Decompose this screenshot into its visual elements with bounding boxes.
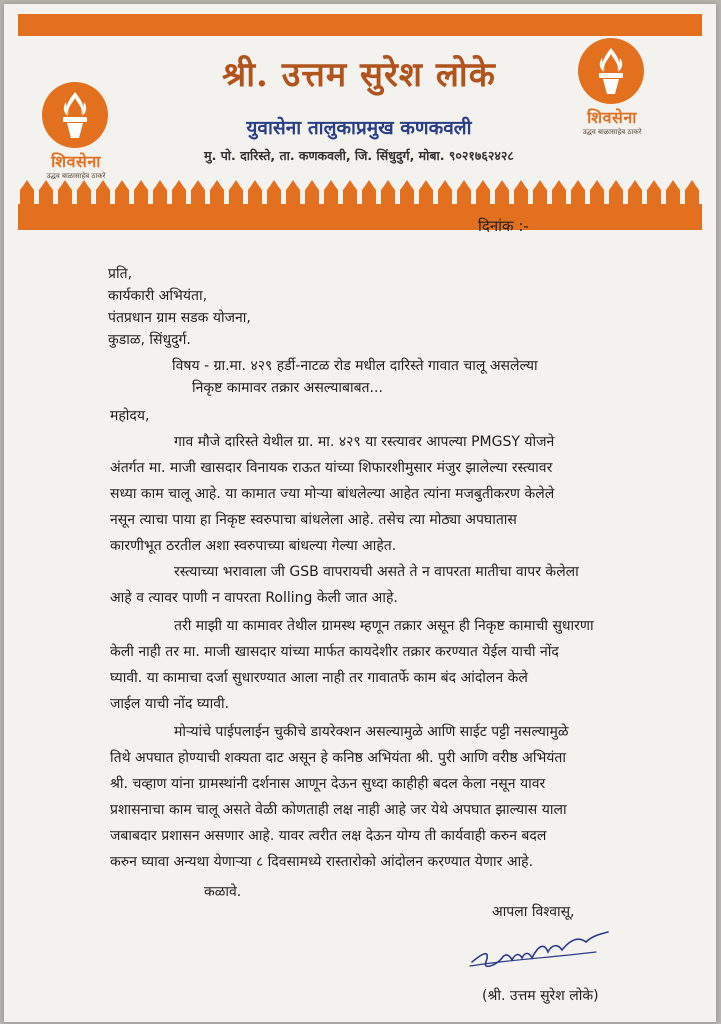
fort-merlon	[457, 180, 471, 206]
fort-merlon	[571, 180, 585, 206]
fort-merlon	[191, 180, 205, 206]
fort-merlon	[609, 180, 623, 206]
paragraph-line: नसून त्याचा पाया हा निकृष्ट स्वरुपाचा बांधलेला आहे. तसेच त्या मोठ्या अपघातास	[110, 512, 517, 528]
fort-merlon	[39, 180, 53, 206]
recipient-line: पंतप्रधान ग्राम सडक योजना,	[108, 310, 251, 326]
paragraph-line: अंतर्गत मा. माजी खासदार विनायक राऊत यांच्या शिफारशीमुसार मंजुर झालेल्या रस्त्यावर	[110, 460, 553, 476]
fort-merlon	[628, 180, 642, 206]
fort-merlon	[20, 180, 34, 206]
fort-merlon	[647, 180, 661, 206]
shivsena-logo-right	[572, 38, 652, 168]
paragraph-line: करुन घ्यावा अन्यथा येणाऱ्या ८ दिवसामध्ये रास्तारोको आंदोलन करण्यात येणार आहे.	[110, 854, 534, 870]
fort-merlon	[77, 180, 91, 206]
paragraph-line: गाव मौजे दारिस्ते येथील ग्रा. मा. ४२९ या रस्त्यावर आपल्या PMGSY योजने	[174, 434, 555, 450]
fort-merlon	[590, 180, 604, 206]
torch-icon	[578, 38, 644, 104]
paragraph-line: मोऱ्यांचे पाईपलाईन चुकीचे डायरेक्शन असल्यामुळे आणि साईट पट्टी नसल्यामुळे	[174, 724, 569, 740]
recipient-line: कार्यकारी अभियंता,	[108, 288, 208, 304]
fort-border-decoration	[18, 176, 702, 230]
fort-merlon	[58, 180, 72, 206]
yours-faithfully: आपला विश्वासू,	[492, 904, 575, 920]
logo-brand: शिवसेना	[587, 108, 637, 127]
fort-merlon	[438, 180, 452, 206]
fort-merlon	[248, 180, 262, 206]
logo-brand: शिवसेना	[51, 152, 101, 171]
paragraph-line: सध्या काम चालू आहे. या कामात ज्या मोऱ्या बांधलेल्या आहेत त्यांना मजबुतीकरण केलेले	[110, 486, 555, 502]
signatory-name: (श्री. उत्तम सुरेश लोके)	[482, 988, 599, 1004]
letter-page	[4, 4, 716, 1022]
subject-line: निकृष्ट कामावर तक्रार असल्याबाबत...	[192, 380, 383, 396]
paragraph-line: रस्त्याच्या भरावाला जी GSB वापरायची असते ते न वापरता मातीचा वापर केलेला	[174, 564, 579, 580]
fort-merlon	[267, 180, 281, 206]
fort-merlon	[115, 180, 129, 206]
paragraph-line: आहे व त्यावर पाणी न वापरता Rolling केली जात आहे.	[110, 590, 398, 606]
fort-merlon	[400, 180, 414, 206]
paragraph-line: घ्यावी. या कामाचा दर्जा सुधारण्यात आला नाही तर गावातर्फे काम बंद आंदोलन केले	[110, 670, 528, 686]
fort-merlon	[210, 180, 224, 206]
fort-merlon	[172, 180, 186, 206]
fort-merlon	[476, 180, 490, 206]
paragraph-line: जबाबदार प्रशासन असणार आहे. यावर त्वरीत लक्ष देऊन योग्य ती कार्यवाही करुन बदल	[110, 828, 547, 844]
letterhead-top-bar	[18, 14, 702, 36]
closing: कळावे.	[204, 884, 242, 900]
fort-merlon	[96, 180, 110, 206]
paragraph-line: प्रशासनाचा काम चालू असते वेळी कोणताही लक्ष नाही आहे जर येथे अपघात झाल्यास याला	[110, 802, 567, 818]
letterhead-address: मु. पो. दारिस्ते, ता. कणकवली, जि. सिंधुदुर्ग, मोबा. ९०२१७६२४२८	[204, 148, 514, 163]
fort-merlon	[362, 180, 376, 206]
fort-merlon	[286, 180, 300, 206]
fort-merlon	[229, 180, 243, 206]
fort-merlon	[381, 180, 395, 206]
fort-merlon	[324, 180, 338, 206]
letterhead-post: युवासेना तालुकाप्रमुख कणकवली	[246, 117, 472, 139]
fort-merlon	[685, 180, 699, 206]
logo-tagline: उद्धव बाळासाहेब ठाकरे	[582, 128, 642, 136]
fort-merlon	[419, 180, 433, 206]
paragraph-line: केली नाही तर मा. माजी खासदार यांच्या मार्फत कायदेशीर तक्रार करण्यात येईल याची नोंद	[110, 644, 559, 660]
paragraph-line: तिथे अपघात होण्याची शक्यता दाट असून हे कनिष्ठ अभियंता श्री. पुरी आणि वरीष्ठ अभियंता	[110, 750, 567, 766]
handwritten-signature	[466, 922, 616, 978]
recipient-to: प्रति,	[108, 266, 133, 282]
fort-merlon	[514, 180, 528, 206]
paragraph-line: कारणीभूत ठरतील अशा स्वरुपाच्या बांधल्या गेल्या आहेत.	[110, 538, 397, 554]
fort-merlon	[495, 180, 509, 206]
fort-merlon	[305, 180, 319, 206]
fort-merlon	[533, 180, 547, 206]
paragraph-line: तरी माझी या कामावर तेथील ग्रामस्थ म्हणून तक्रार असून ही निकृष्ट कामाची सुधारणा	[174, 618, 594, 634]
logo-tagline: उद्धव बाळासाहेब ठाकरे	[46, 172, 106, 180]
fort-merlon	[153, 180, 167, 206]
subject-line: विषय - ग्रा.मा. ४२९ हर्डी-नाटळ रोड मधील दारिस्ते गावात चालू असलेल्या	[172, 358, 538, 374]
fort-merlon	[343, 180, 357, 206]
salutation: महोदय,	[110, 408, 150, 424]
fort-merlon	[666, 180, 680, 206]
letterhead-name: श्री. उत्तम सुरेश लोके	[222, 55, 496, 95]
recipient-line: कुडाळ, सिंधुदुर्ग.	[108, 332, 191, 348]
fort-merlon	[134, 180, 148, 206]
torch-icon	[42, 82, 108, 148]
paragraph-line: जाईल याची नोंद घ्यावी.	[110, 696, 230, 712]
date-label: दिनांक :-	[478, 217, 529, 235]
fort-merlon	[552, 180, 566, 206]
paragraph-line: श्री. चव्हाण यांना ग्रामस्थांनी दर्शनास आणून देऊन सुध्दा काहीही बदल केला नसून यावर	[110, 776, 546, 792]
